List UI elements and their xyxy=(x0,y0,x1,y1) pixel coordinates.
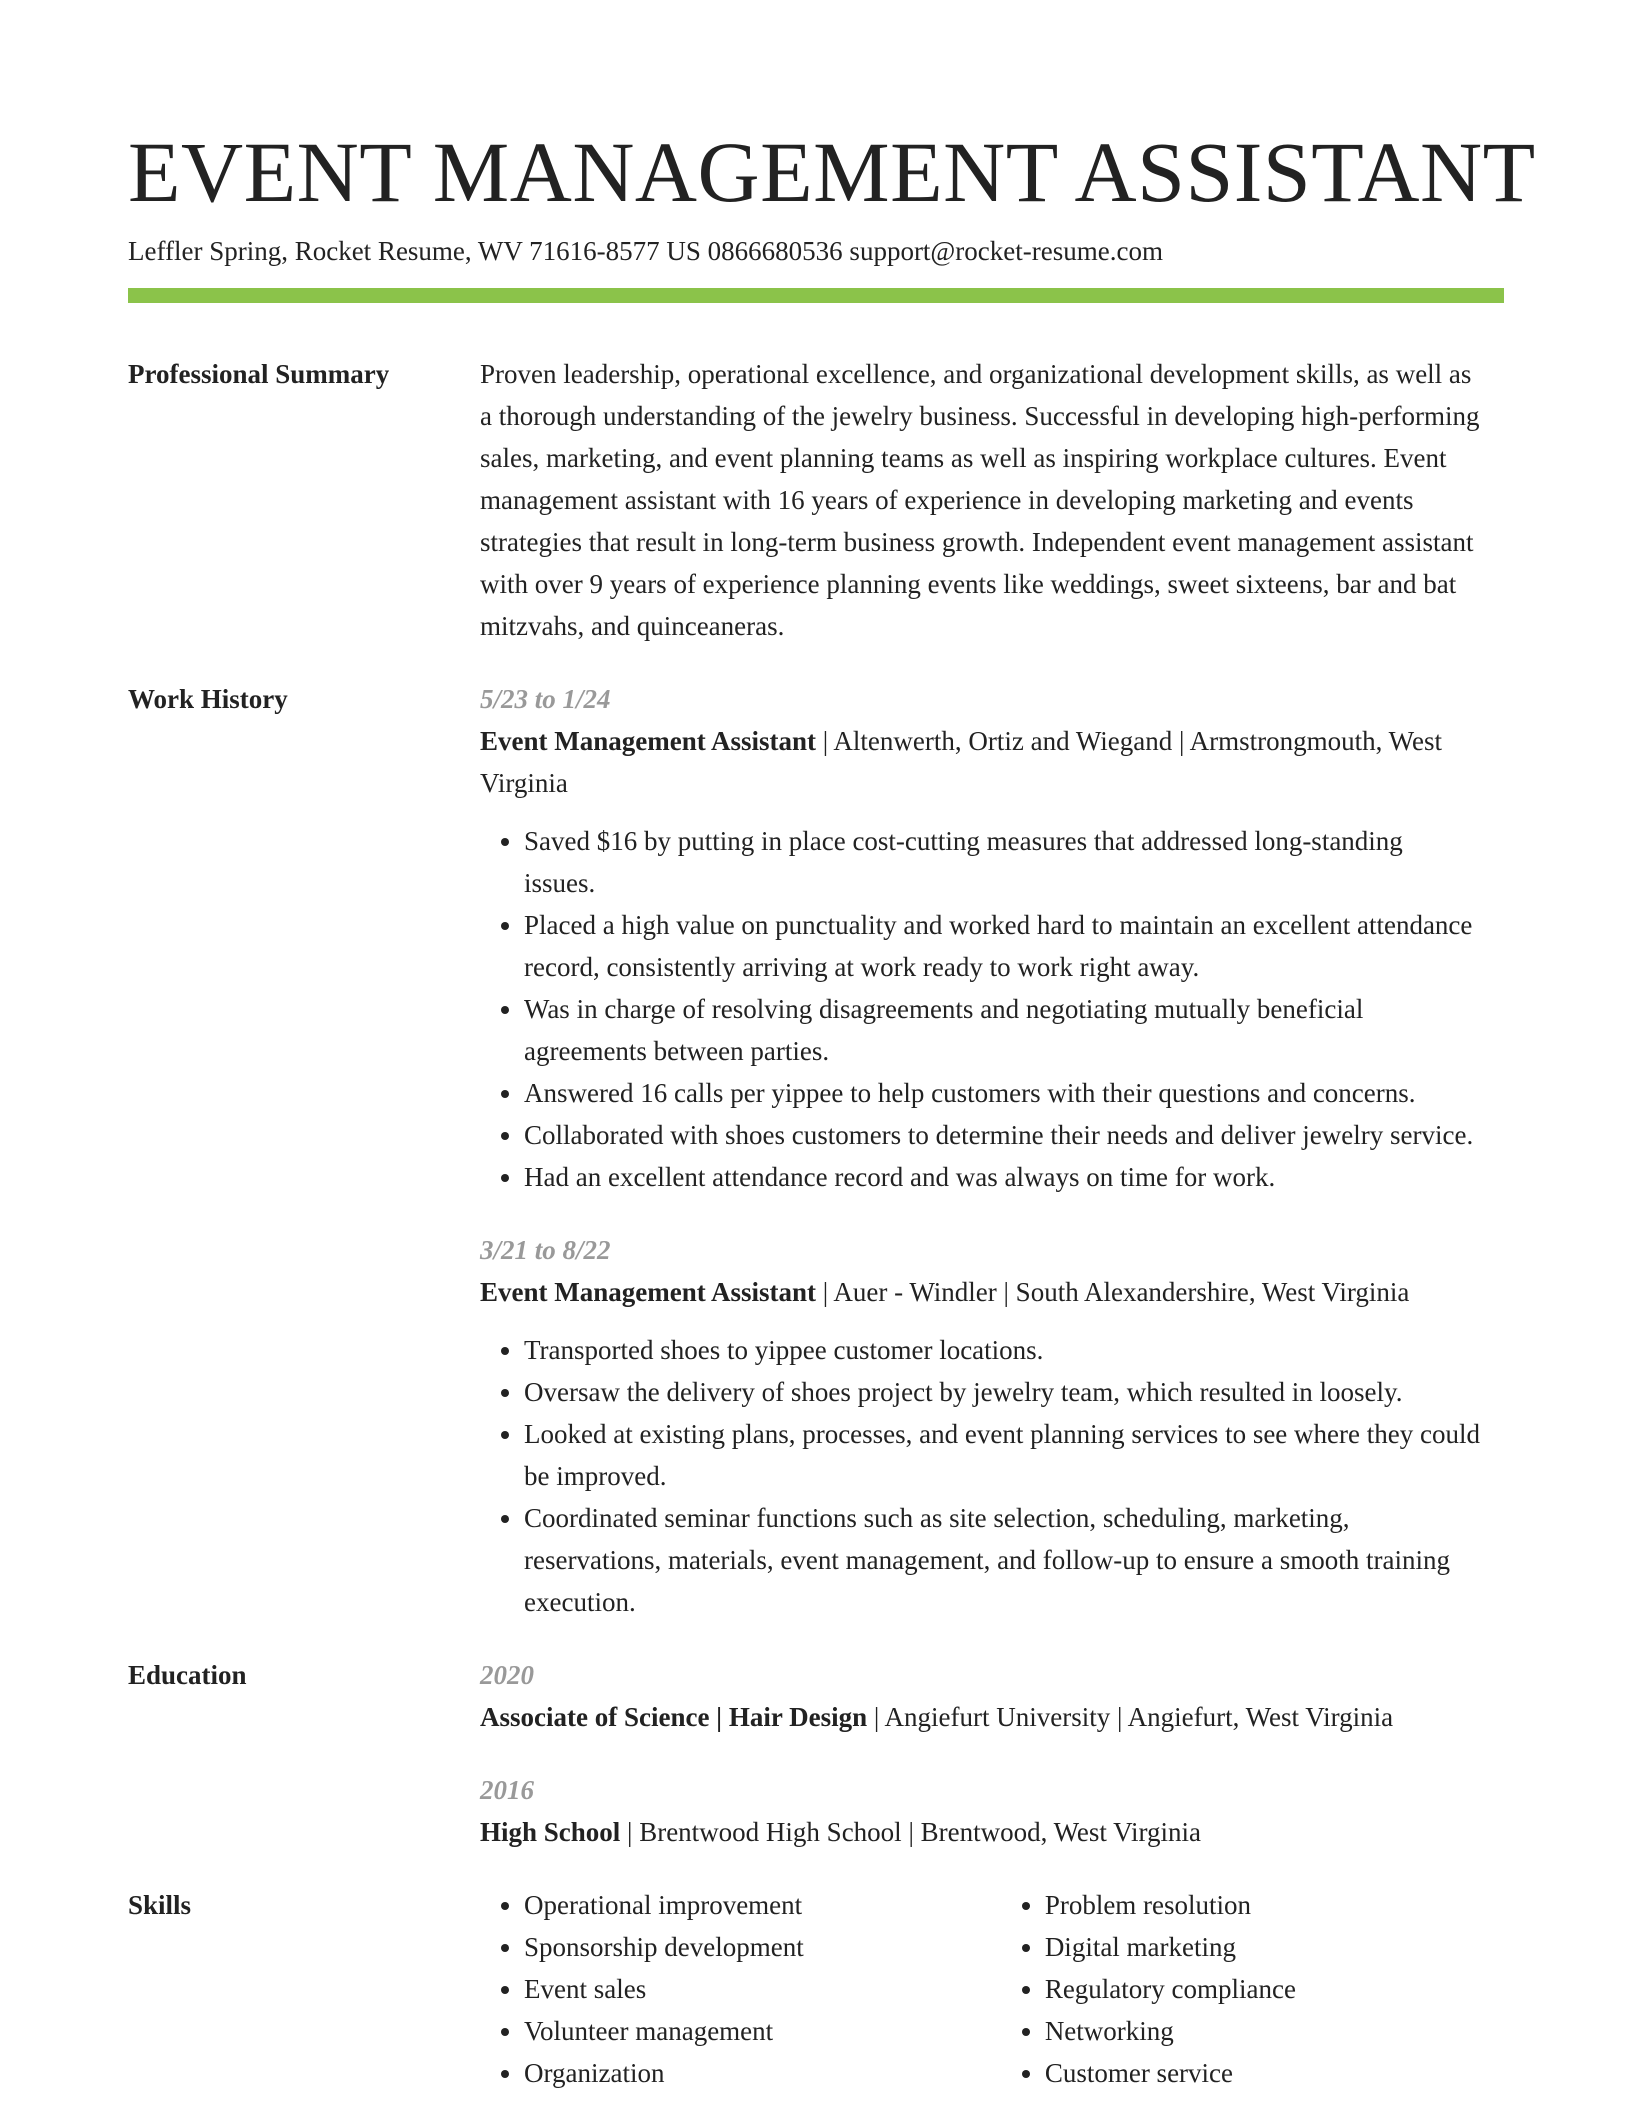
skill-item: • Customer service xyxy=(1045,2052,1480,2094)
skills-columns xyxy=(480,1884,1480,2094)
work-history-heading: Work History xyxy=(128,684,288,714)
summary-section xyxy=(128,353,1504,647)
job-bullet: • Had an excellent attendance record and was always on time for work. xyxy=(524,1156,1480,1198)
job-bullet: • Collaborated with shoes customers to determine their needs and deliver jewelry service. xyxy=(524,1114,1480,1156)
work-history-body xyxy=(480,678,1480,1623)
skill-item: • Event sales xyxy=(524,1968,1001,2010)
job-heading xyxy=(480,1271,1480,1313)
skill-item: • Problem resolution xyxy=(1045,1884,1480,1926)
job-bullets xyxy=(480,820,1480,1198)
job-bullet: • Was in charge of resolving disagreements and negotiating mutually beneficial agreements between parties. xyxy=(524,988,1480,1072)
job-dates: 3/21 to 8/22 xyxy=(480,1235,611,1265)
summary-body xyxy=(480,353,1480,647)
education-section xyxy=(128,1654,1504,1853)
job-bullet: • Looked at existing plans, processes, and event planning services to see where they could be improved. xyxy=(524,1413,1480,1497)
job-details: | Altenwerth, Ortiz and Wiegand | Armstrongmouth, West Virginia xyxy=(480,726,1442,798)
job-bullet: • Answered 16 calls per yippee to help customers with their questions and concerns. xyxy=(524,1072,1480,1114)
skill-item: • Operational improvement xyxy=(524,1884,1001,1926)
education-body xyxy=(480,1654,1480,1853)
skill-item: • Regulatory compliance xyxy=(1045,1968,1480,2010)
skill-item: • Organization xyxy=(524,2052,1001,2094)
job-heading xyxy=(480,720,1480,804)
job-title: Event Management Assistant xyxy=(480,1277,816,1307)
skills-heading: Skills xyxy=(128,1890,192,1920)
education-degree: High School xyxy=(480,1817,621,1847)
job-entry xyxy=(480,1229,1480,1623)
skill-item: • Networking xyxy=(1045,2010,1480,2052)
skills-list-left xyxy=(480,1884,1001,2094)
education-degree: Associate of Science | Hair Design xyxy=(480,1702,868,1732)
resume-title: EVENT MANAGEMENT ASSISTANT xyxy=(128,124,1536,220)
job-entry xyxy=(480,678,1480,1198)
summary-heading: Professional Summary xyxy=(128,359,390,389)
job-bullet: • Coordinated seminar functions such as site selection, scheduling, marketing, reservations, materials, event management, and follow-up to ensure a smooth training execution. xyxy=(524,1497,1480,1623)
education-heading-line xyxy=(480,1811,1480,1853)
education-year: 2020 xyxy=(480,1660,534,1690)
education-entry xyxy=(480,1654,1480,1738)
education-heading-line xyxy=(480,1696,1480,1738)
skill-item: • Digital marketing xyxy=(1045,1926,1480,1968)
education-details: | Angiefurt University | Angiefurt, West Virginia xyxy=(867,1702,1394,1732)
job-details: | Auer - Windler | South Alexandershire, West Virginia xyxy=(816,1277,1410,1307)
job-bullet: • Oversaw the delivery of shoes project by jewelry team, which resulted in loosely. xyxy=(524,1371,1480,1413)
skill-item: • Sponsorship development xyxy=(524,1926,1001,1968)
education-details: | Brentwood High School | Brentwood, West Virginia xyxy=(620,1817,1202,1847)
education-entry xyxy=(480,1769,1480,1853)
summary-text: Proven leadership, operational excellence, and organizational development skills, as well as a thorough understanding of the jewelry business. Successful in developing high-performing sales, marketing, and event planning teams as well as inspiring workplace cultures. Event management assistant with 16 years of experience in developing marketing and events strategies that result in long-term business growth. Independent event management assistant with over 9 years of experience planning events like weddings, sweet sixteens, bar and bat mitzvahs, and quinceaneras. xyxy=(480,359,1480,641)
skills-list-right xyxy=(1001,1884,1480,2094)
work-history-section xyxy=(128,678,1504,1623)
job-bullet: • Placed a high value on punctuality and worked hard to maintain an excellent attendance record, consistently arriving at work ready to work right away. xyxy=(524,904,1480,988)
job-bullets xyxy=(480,1329,1480,1623)
skills-section xyxy=(128,1884,1504,2094)
skill-item: • Volunteer management xyxy=(524,2010,1001,2052)
job-dates: 5/23 to 1/24 xyxy=(480,684,611,714)
resume-page xyxy=(128,0,1536,2094)
accent-divider xyxy=(128,288,1504,303)
education-heading: Education xyxy=(128,1660,247,1690)
job-title: Event Management Assistant xyxy=(480,726,816,756)
skills-body xyxy=(480,1884,1480,2094)
job-bullet: • Transported shoes to yippee customer locations. xyxy=(524,1329,1480,1371)
contact-info: Leffler Spring, Rocket Resume, WV 71616-8577 US 0866680536 support@rocket-resume.com xyxy=(128,236,1163,266)
education-year: 2016 xyxy=(480,1775,534,1805)
job-bullet: • Saved $16 by putting in place cost-cutting measures that addressed long-standing issues. xyxy=(524,820,1480,904)
